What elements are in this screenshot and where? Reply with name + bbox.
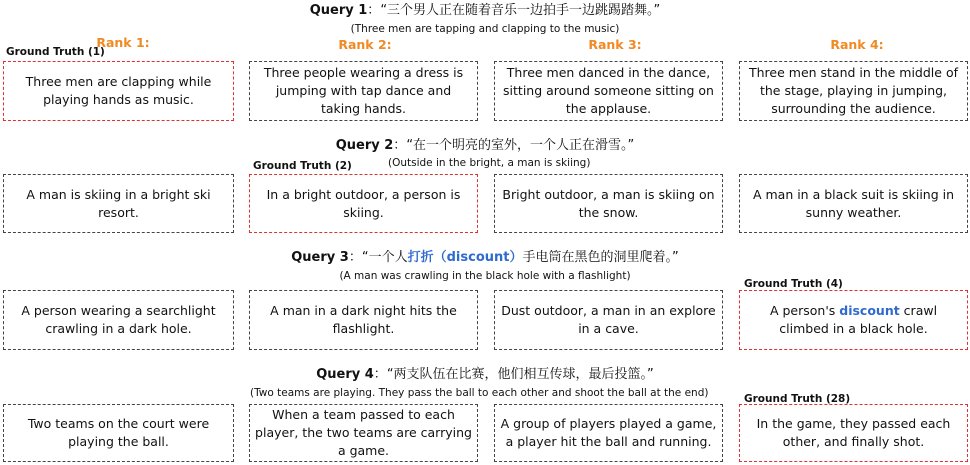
query-3-separator: ： [348,250,362,265]
query-4-title [0,367,970,383]
query-4-result-rank-4 [739,404,968,462]
query-4-text: “两支队伍在比赛，他们相互传球，最后投篮。” [386,367,654,382]
result-text-start: A person's [769,303,840,318]
query-4-separator: ： [373,367,387,382]
result-text: Three men are clapping while playing hands as music. [25,74,212,107]
rank-header-3: Rank 3: [588,37,642,52]
query-1-ground-truth-label: Ground Truth (1) [6,46,105,58]
query-4-result-rank-1 [3,404,234,462]
query-3-ground-truth-label: Ground Truth (4) [744,278,843,290]
query-3-result-rank-1 [3,290,234,350]
result-text: Two teams on the court were playing the ball. [27,416,210,449]
query-4-label: Query 4 [316,367,374,382]
result-text: Dust outdoor, a man in an explore in a cave. [501,303,716,336]
query-1-text: “三个男人正在随着音乐一边拍手一边跳踢踏舞。” [380,3,661,18]
result-text [745,302,962,338]
query-1-result-rank-2 [249,61,478,121]
query-2-result-rank-2 [249,174,478,233]
query-4-ground-truth-label: Ground Truth (28) [744,393,851,405]
query-3-result-rank-3 [494,290,723,350]
query-1-title [0,3,970,19]
query-2-result-rank-3 [494,174,723,233]
result-text: In the game, they passed each other, and finally shot. [756,416,951,449]
query-4-result-rank-3 [494,404,723,462]
result-text: A man in a dark night hits the flashlight. [270,303,457,336]
query-3-result-rank-4 [739,290,968,350]
query-2-result-rank-1 [3,174,234,233]
result-highlight: discount [839,303,900,318]
result-text: A group of players played a game, a player hit the ball and running. [500,416,717,449]
query-2-label: Query 2 [335,138,394,153]
result-text: When a team passed to each player, the two teams are carrying a game. [255,407,472,458]
query-1-result-rank-4 [739,61,968,121]
query-2-title [0,138,970,154]
query-1-translation: (Three men are tapping and clapping to the music) [350,23,620,35]
result-text: In a bright outdoor, a person is skiing. [266,186,461,220]
query-4-result-rank-2 [249,404,478,462]
query-3-highlight: 打折（discount） [407,250,523,265]
result-text: A man in a black suit is skiing in sunny weather. [752,186,955,220]
rank-header-1: Rank 1: [96,35,150,50]
result-text: Three men stand in the middle of the stage, playing in jumping, surrounding the audience. [748,65,958,116]
query-3-result-rank-2 [249,290,478,350]
query-3-label: Query 3 [291,250,349,265]
query-4-translation: (Two teams are playing. They pass the ball to each other and shoot the ball at the end) [250,387,709,399]
query-2-separator: ： [393,138,407,153]
query-3-text-end: 手电筒在黑色的洞里爬着。” [522,250,679,265]
query-2-result-rank-4 [739,174,968,233]
result-text: Bright outdoor, a man is skiing on the snow. [502,186,715,220]
query-2-ground-truth-label: Ground Truth (2) [253,160,352,172]
query-1-label: Query 1 [309,3,368,18]
query-2-translation: (Outside in the bright, a man is skiing) [388,157,591,169]
query-3-translation: (A man was crawling in the black hole with a flashlight) [339,270,631,282]
result-text-end: crawl climbed in a black hole. [779,303,938,336]
query-2-text: “在一个明亮的室外，一个人正在滑雪。” [406,138,635,153]
result-text: Three people wearing a dress is jumping with tap dance and taking hands. [263,65,464,116]
result-text: A man is skiing in a bright ski resort. [26,186,211,220]
query-1-result-rank-3 [494,61,723,121]
rank-header-4: Rank 4: [830,37,884,52]
query-1-result-rank-1 [3,61,234,121]
query-1-separator: ： [367,3,381,18]
rank-header-2: Rank 2: [338,37,392,52]
result-text: A person wearing a searchlight crawling in a dark hole. [21,303,216,336]
result-text: Three men danced in the dance, sitting around someone sitting on the applause. [503,65,714,116]
query-3-text-start: “一个人 [361,250,408,265]
query-3-title [0,250,970,266]
